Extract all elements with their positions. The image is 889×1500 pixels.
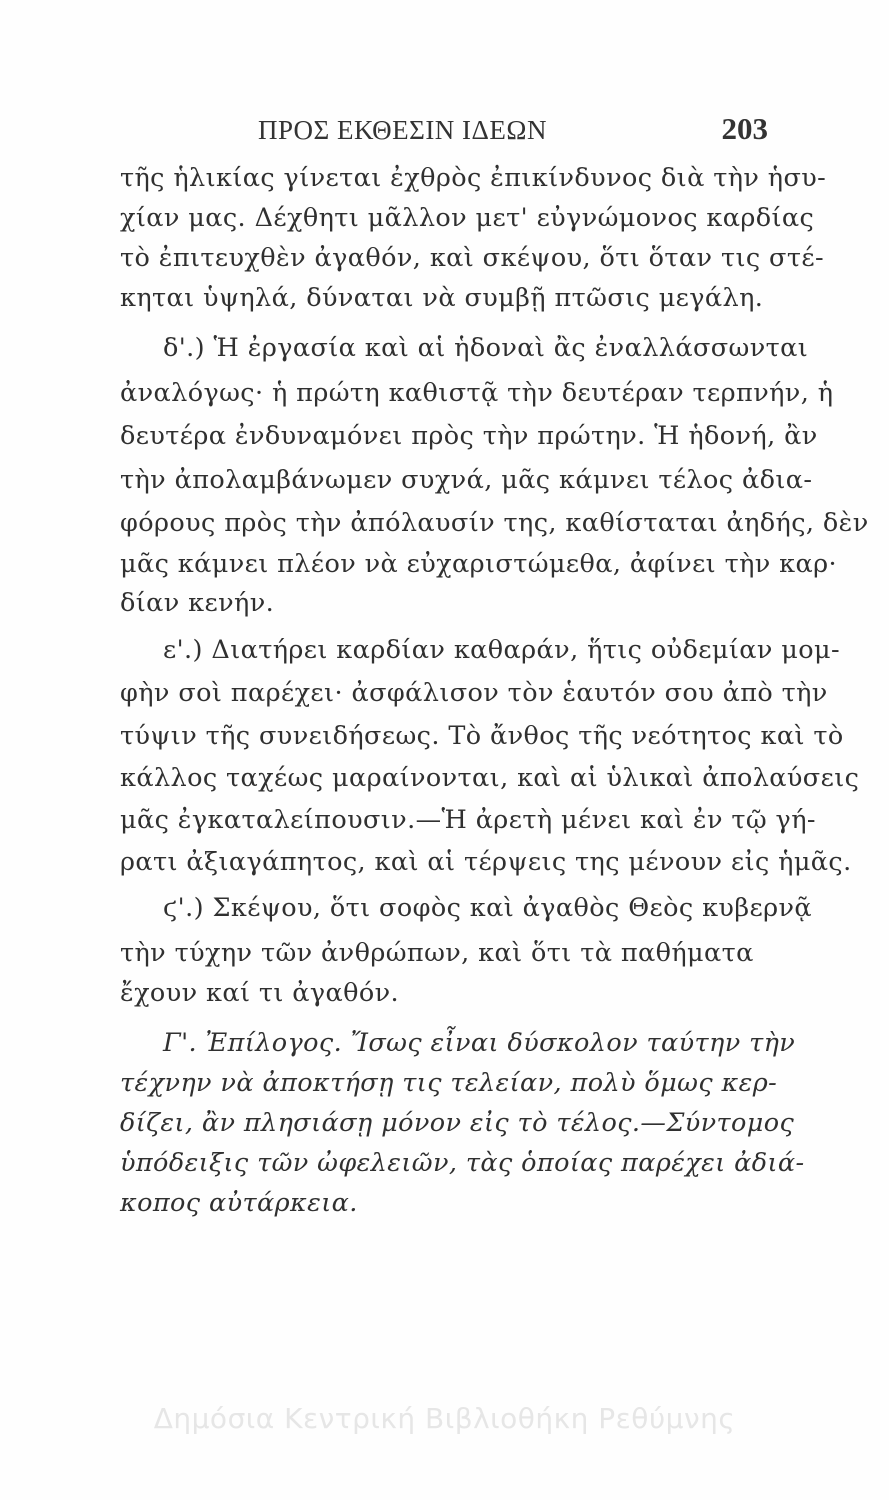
text-line: κηται ὑψηλά, δύναται νὰ συμβῇ πτῶσις μεγάλη.	[120, 283, 764, 313]
text-line: φὴν σοὶ παρέχει· ἀσφάλισον τὸν ἑαυτόν σου ἀπὸ τὴν	[120, 678, 828, 708]
text-line: ἔχουν καί τι ἀγαθόν.	[120, 978, 400, 1008]
text-line: δίζει, ἂν πλησιάσῃ μόνον εἰς τὸ τέλος.—Σύντομος	[120, 1108, 795, 1138]
text-line: ρατι ἀξιαγάπητος, καὶ αἱ τέρψεις της μένουν εἰς ἡμᾶς.	[120, 847, 852, 877]
text-line: τὴν ἀπολαμβάνωμεν συχνά, μᾶς κάμνει τέλος ἀδια-	[120, 465, 813, 495]
text-line: μᾶς ἐγκαταλείπουσιν.—Ἡ ἀρετὴ μένει καὶ ἐν τῷ γή-	[120, 805, 816, 835]
text-line: μᾶς κάμνει πλέον νὰ εὐχαριστώμεθα, ἀφίνει τὴν καρ·	[120, 549, 838, 579]
text-line: ἀναλόγως· ἡ πρώτη καθιστᾷ τὴν δευτέραν τερπνήν, ἡ	[120, 378, 834, 408]
text-line: κάλλος ταχέως μαραίνονται, καὶ αἱ ὑλικαὶ ἀπολαύσεις	[120, 763, 860, 793]
text-line: τῆς ἡλικίας γίνεται ἐχθρὸς ἐπικίνδυνος διὰ τὴν ἡσυ-	[120, 163, 827, 193]
text-line: χίαν μας. Δέχθητι μᾶλλον μετ' εὐγνώμονος καρδίας	[120, 203, 815, 233]
running-head: ΠΡΟΣ ΕΚΘΕΣΙΝ ΙΔΕΩΝ	[258, 115, 547, 145]
text-line: φόρους πρὸς τὴν ἀπόλαυσίν της, καθίσταται ἀηδής, δὲν	[120, 508, 869, 538]
page-number: 203	[721, 111, 768, 146]
text-line: δίαν κενήν.	[120, 588, 275, 618]
text-line: δ'.) Ἡ ἐργασία καὶ αἱ ἡδοναὶ ἂς ἐναλλάσσωνται	[163, 333, 809, 363]
text-line: τέχνην νὰ ἀποκτήσῃ τις τελείαν, πολὺ ὅμως κερ-	[120, 1068, 778, 1098]
text-line: τὸ ἐπιτευχθὲν ἀγαθόν, καὶ σκέψου, ὅτι ὅταν τις στέ-	[120, 243, 824, 273]
page-header	[258, 111, 768, 155]
text-line: ε'.) Διατήρει καρδίαν καθαράν, ἥτις οὐδεμίαν μομ-	[163, 635, 840, 665]
text-line: τὴν τύχην τῶν ἀνθρώπων, καὶ ὅτι τὰ παθήματα	[120, 938, 754, 968]
text-line: ὑπόδειξις τῶν ὠφελειῶν, τὰς ὁποίας παρέχει ἀδιά-	[120, 1148, 805, 1178]
text-line: τύψιν τῆς συνειδήσεως. Τὸ ἄνθος τῆς νεότητος καὶ τὸ	[120, 721, 844, 751]
text-line: κοπος αὐτάρκεια.	[120, 1188, 358, 1218]
library-watermark: Δημόσια Κεντρική Βιβλιοθήκη Ρεθύμνης	[153, 1402, 736, 1435]
text-line: Γ'. Ἐπίλογος. Ἴσως εἶναι δύσκολον ταύτην τὴν	[163, 1028, 796, 1058]
text-line: δευτέρα ἐνδυναμόνει πρὸς τὴν πρώτην. Ἡ ἡδονή, ἂν	[120, 421, 818, 451]
text-line: ϛ'.) Σκέψου, ὅτι σοφὸς καὶ ἀγαθὸς Θεὸς κυβερνᾷ	[163, 893, 813, 923]
